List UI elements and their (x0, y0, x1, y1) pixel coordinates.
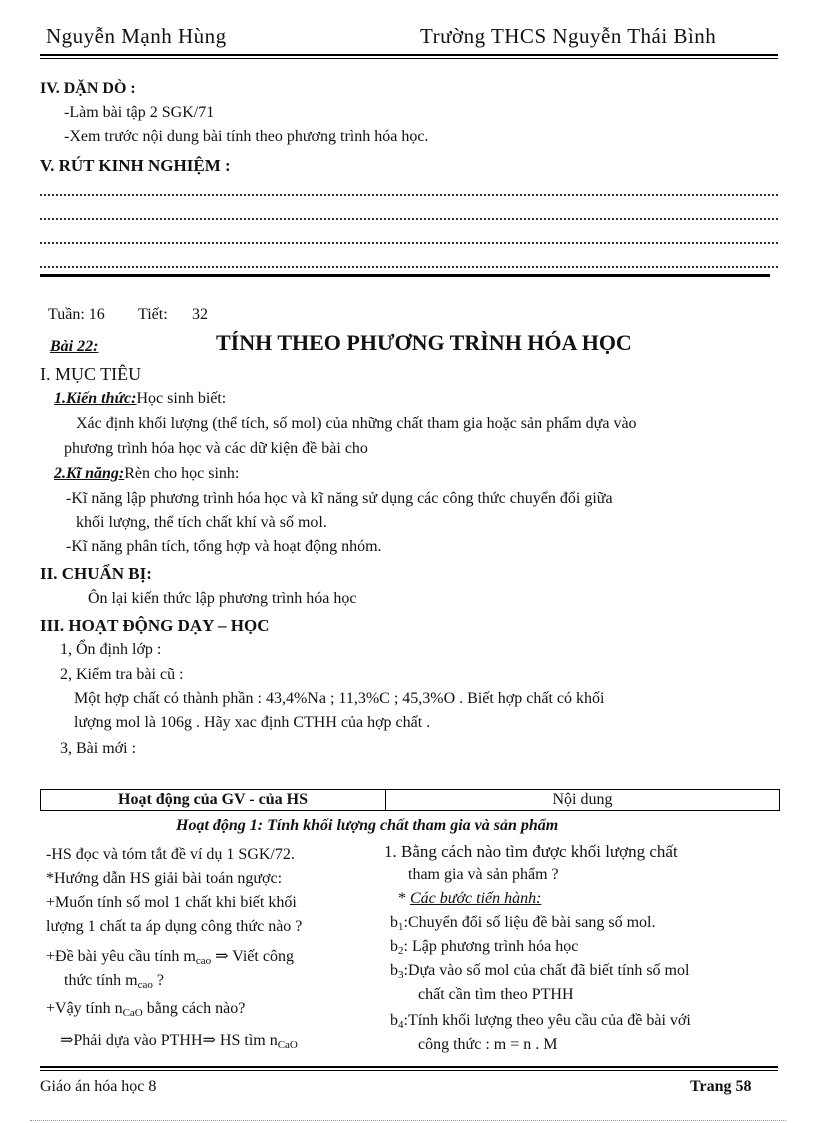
steps-star: * (398, 890, 410, 907)
section-divider (40, 274, 770, 277)
step-1: 1, Ổn định lớp : (60, 641, 162, 658)
left-line-4: lượng 1 chất ta áp dụng công thức nào ? (46, 918, 303, 935)
skill-text-1: -Kĩ năng lập phương trình hóa học và kĩ năng sử dụng các công thức chuyển đổi giữa (66, 490, 613, 507)
left-line-8-text: ⇒Phải dựa vào PTHH⇒ HS tìm n (60, 1032, 278, 1049)
dotted-line (40, 194, 778, 196)
step-b3 (390, 962, 689, 981)
skill-text-3: -Kĩ năng phân tích, tổng hợp và hoạt động nhóm. (66, 538, 382, 555)
left-line-7-sub: CaO (122, 1007, 143, 1019)
section-homework-title: IV. DẶN DÒ : (40, 80, 136, 97)
right-line-2: tham gia và sản phẩm ? (408, 866, 559, 883)
footer-left: Giáo án hóa học 8 (40, 1078, 157, 1095)
left-line-8 (60, 1030, 298, 1051)
section-prep-title: II. CHUẨN BỊ: (40, 564, 152, 583)
activity-1-title: Hoạt động 1: Tính khối lượng chất tham gia và sản phẩm (176, 817, 559, 834)
left-line-7 (46, 1000, 245, 1019)
skill-text-2: khối lượng, thể tích chất khí và số mol. (76, 514, 327, 531)
step-3: 3, Bài mới : (60, 740, 137, 757)
lesson-number: Bài 22: (50, 338, 99, 355)
b2-text: : Lập phương trình hóa học (403, 938, 579, 955)
b1-text: :Chuyển đổi số liệu đề bài sang số mol. (403, 914, 656, 931)
skill-lead: Rèn cho học sinh: (124, 465, 240, 482)
week-label: Tuần: 16 (48, 306, 105, 323)
b3-sub: 3 (398, 969, 404, 981)
step-2: 2, Kiểm tra bài cũ : (60, 666, 184, 683)
b3-label: b (390, 962, 398, 979)
dotted-line (40, 266, 778, 268)
section-objectives-title: I. MỤC TIÊU (40, 364, 142, 384)
period-label: Tiết: (138, 306, 168, 323)
footer-rule (40, 1066, 778, 1068)
header-rule (40, 54, 778, 56)
table-header-col2: Nội dung (386, 790, 780, 811)
left-line-3: +Muốn tính số mol 1 chất khi biết khối (46, 894, 297, 911)
step-b4 (390, 1012, 691, 1031)
left-line-5-tail: ⇒ Viết công (211, 948, 294, 965)
check-text-1: Một hợp chất có thành phần : 43,4%Na ; 11,3%C ; 45,3%O . Biết hợp chất có khối (74, 690, 605, 707)
prep-text: Ôn lại kiến thức lập phương trình hóa học (88, 590, 357, 607)
knowledge-text-2: phương trình hóa học và các dữ kiện đề bài cho (64, 440, 368, 457)
left-line-2: *Hướng dẫn HS giải bài toán ngược: (46, 870, 283, 887)
b1-sub: 1 (398, 921, 404, 933)
step-b2 (390, 938, 578, 957)
check-text-2: lượng mol là 106g . Hãy xac định CTHH của hợp chất . (74, 714, 431, 731)
b2-label: b (390, 938, 398, 955)
left-line-5-text: +Đề bài yêu cầu tính m (46, 948, 196, 965)
footer-page: Trang 58 (690, 1078, 752, 1095)
footer-rule-thin (40, 1070, 778, 1071)
b3-text: :Dựa vào số mol của chất đã biết tính số mol (403, 962, 690, 979)
knowledge-line (54, 390, 226, 408)
b4-sub: 4 (398, 1019, 404, 1031)
left-line-6 (64, 972, 164, 991)
left-line-1: -HS đọc và tóm tắt đề ví dụ 1 SGK/72. (46, 846, 295, 863)
skill-line (54, 465, 239, 483)
left-line-6-tail: ? (152, 972, 164, 989)
table-header-col1: Hoạt động của GV - của HS (41, 790, 386, 811)
section-activities-title: III. HOẠT ĐỘNG DẠY – HỌC (40, 616, 270, 635)
left-line-6-sub: cao (137, 979, 153, 991)
left-line-5 (46, 946, 294, 967)
period-value: 32 (192, 306, 208, 323)
knowledge-label: 1.Kiến thức: (54, 390, 137, 407)
knowledge-lead: Học sinh biết: (136, 390, 227, 407)
b4-label: b (390, 1012, 398, 1029)
right-line-1: 1. Bằng cách nào tìm được khối lượng chất (384, 842, 678, 861)
b4-text: :Tính khối lượng theo yêu cầu của đề bài với (403, 1012, 691, 1029)
left-line-8-sub: CaO (277, 1039, 298, 1051)
activity-table (40, 789, 780, 811)
b2-sub: 2 (398, 945, 404, 957)
left-line-7-text: +Vậy tính n (46, 1000, 123, 1017)
step-b3-cont: chất cần tìm theo PTHH (418, 986, 574, 1003)
left-line-6-text: thức tính m (64, 972, 138, 989)
step-b4-cont: công thức : m = n . M (418, 1036, 558, 1053)
homework-item-2: -Xem trước nội dung bài tính theo phương trình hóa học. (64, 128, 429, 145)
left-line-7-tail: bằng cách nào? (142, 1000, 246, 1017)
step-b1 (390, 914, 655, 933)
knowledge-text-1: Xác định khối lượng (thể tích, số mol) của những chất tham gia hoặc sản phẩm dựa vào (76, 415, 637, 432)
right-steps-title (398, 890, 541, 908)
homework-item-1: -Làm bài tập 2 SGK/71 (64, 104, 215, 121)
section-reflection-title: V. RÚT KINH NGHIỆM : (40, 156, 231, 175)
dotted-line (40, 242, 778, 244)
left-line-5-sub: cao (195, 955, 212, 967)
steps-heading: Các bước tiến hành: (410, 890, 542, 907)
page-edge (30, 1120, 786, 1121)
header-school: Trường THCS Nguyễn Thái Bình (420, 24, 717, 48)
skill-label: 2.Kĩ năng: (54, 465, 125, 482)
header-author: Nguyễn Mạnh Hùng (46, 24, 227, 48)
dotted-line (40, 218, 778, 220)
header-rule-thin (40, 58, 778, 59)
lesson-title: TÍNH THEO PHƯƠNG TRÌNH HÓA HỌC (216, 330, 632, 355)
b1-label: b (390, 914, 398, 931)
